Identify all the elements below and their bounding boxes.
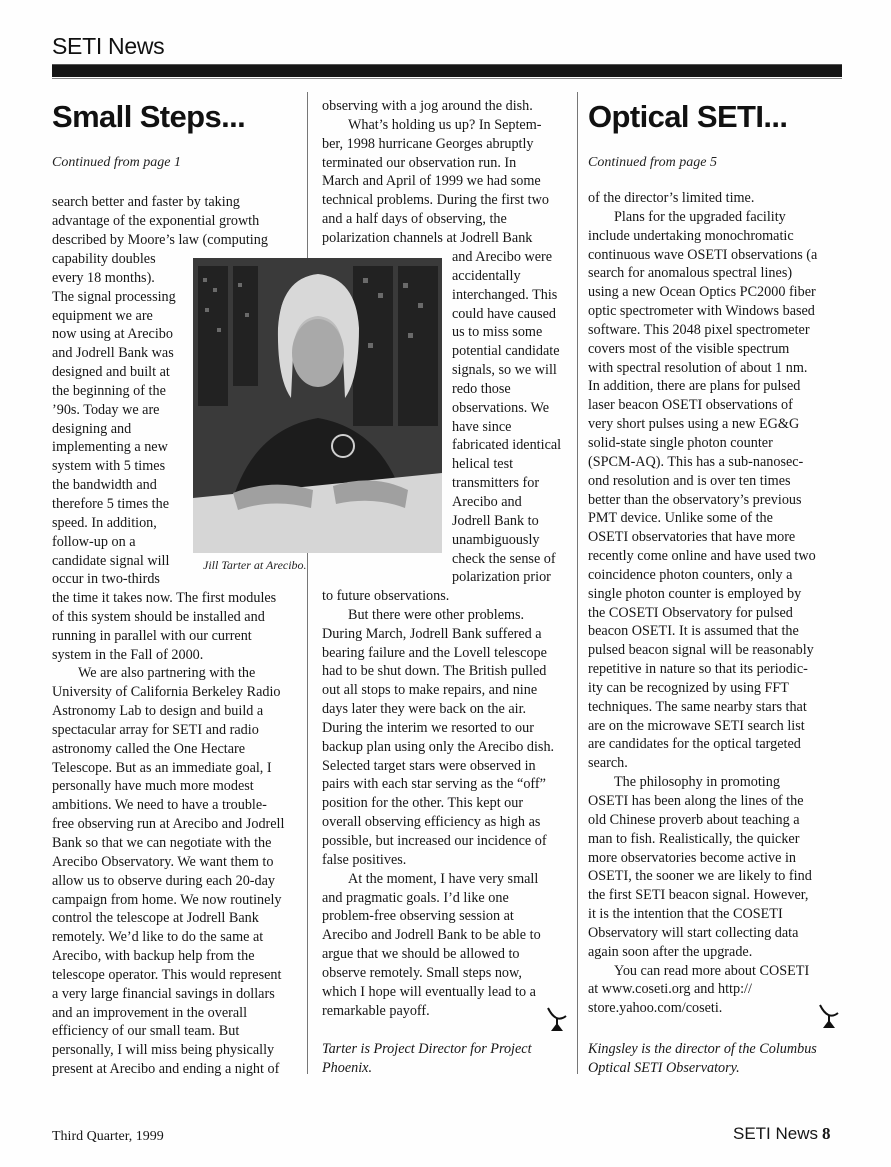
text-line: overall observing efficiency as high as [322, 814, 541, 831]
text-line: system with 5 times [52, 458, 166, 475]
right-headline: Optical SETI... [588, 99, 788, 134]
tarter-photo [193, 258, 442, 553]
left-headline: Small Steps... [52, 99, 246, 134]
text-line: observing with a jog around the dish. [322, 98, 533, 114]
text-line: telescope operator. This would represent [52, 966, 282, 983]
text-line: We are also partnering with the [78, 665, 256, 682]
text-line: and pragmatic goals. I’d like one [322, 889, 509, 906]
dish-icon [818, 1003, 840, 1029]
text-line: Jodrell Bank to [452, 512, 539, 529]
column-divider-left [307, 92, 308, 1074]
text-line: with spectral resolution of about 1 nm. [588, 359, 808, 376]
text-line: But there were other problems. [348, 606, 525, 623]
text-line: could have caused [452, 305, 556, 322]
text-line: man to fish. Realistically, the quicker [588, 830, 800, 847]
header-rule [52, 64, 842, 77]
text-line: transmitters for [452, 475, 540, 492]
text-line: efficiency of our small team. But [52, 1023, 240, 1040]
text-line: laser beacon OSETI observations of [588, 397, 793, 414]
text-line: present at Arecibo and ending a night of [52, 1061, 280, 1078]
text-line: designed and built at [52, 364, 170, 381]
text-line: described by Moore’s law (computing [52, 231, 268, 248]
text-line: at www.coseti.org and http:// [588, 981, 752, 998]
text-line: allow us to observe during each 20-day [52, 872, 275, 889]
text-line: equipment we are [52, 307, 153, 324]
text-line: ambitions. We need to have a trouble- [52, 797, 267, 814]
text-line: personally have much more modest [52, 778, 254, 795]
text-line: fabricated identical [452, 437, 562, 454]
text-line: of the director’s limited time. [588, 190, 755, 206]
text-line: Tarter is Project Director for Project [322, 1041, 532, 1057]
text-line: every 18 months). [52, 269, 155, 286]
text-line: had to be shut down. The British pulled [322, 663, 547, 680]
text-line: ond resolution and is over ten times [588, 472, 791, 489]
text-line: pairs with each star serving as the “off” [322, 776, 546, 793]
text-line: astronomy called the One Hectare [52, 740, 246, 757]
text-line: optic spectrometer with Windows based [588, 303, 815, 320]
text-line: have since [452, 418, 512, 435]
text-line: include undertaking monochromatic [588, 227, 794, 244]
text-line: potential candidate [452, 343, 560, 360]
text-line: What’s holding us up? In Septem- [348, 116, 542, 133]
text-line: solid-state single photon counter [588, 434, 773, 451]
text-line: and a half days of observing, the [322, 211, 507, 228]
text-line: coincidence photon counters, only a [588, 566, 793, 583]
text-line: system in the Fall of 2000. [52, 646, 204, 663]
text-line: March and April of 1999 we had some [322, 173, 541, 190]
text-line: follow-up on a [52, 533, 136, 550]
text-line: bearing failure and the Lovell telescope [322, 644, 547, 661]
right-continued-note: Continued from page 5 [588, 155, 717, 170]
text-line: remotely. We’d like to do the same at [52, 929, 264, 946]
left-column-1-top [52, 193, 268, 250]
text-line: now using at Arecibo [52, 326, 173, 343]
text-line: check the sense of [452, 550, 556, 567]
text-line: accidentally [452, 267, 521, 284]
text-line: Observatory will start collecting data [588, 924, 799, 941]
text-line: observations. We [452, 399, 550, 416]
text-line: single photon counter is employed by [588, 585, 802, 602]
header-rule-thin [52, 78, 842, 79]
text-line: repetitive in nature so that its periodic- [588, 661, 808, 678]
text-line: backup plan using only the Arecibo dish. [322, 738, 555, 755]
text-line: polarization prior [452, 569, 551, 586]
text-line: advantage of the exponential growth [52, 212, 260, 229]
left-column-2-top [322, 97, 549, 248]
text-line: the beginning of the [52, 382, 166, 399]
text-line: Optical SETI Observatory. [588, 1059, 740, 1076]
text-line: candidate signal will [52, 552, 170, 569]
text-line: During March, Jodrell Bank suffered a [322, 625, 542, 642]
photo-caption: Jill Tarter at Arecibo. [203, 558, 307, 572]
text-line: You can read more about COSETI [614, 962, 810, 979]
text-line: campaign from home. We now routinely [52, 891, 282, 908]
right-bio [588, 1040, 817, 1078]
text-line: OSETI, the sooner we are likely to find [588, 868, 812, 885]
text-line: spectacular array for SETI and radio [52, 721, 259, 738]
text-line: search for anomalous spectral lines) [588, 265, 793, 282]
text-line: ity can be recognized by using FFT [588, 679, 789, 696]
footer-label: SETI News [733, 1124, 819, 1143]
left-column-1-wrap [52, 250, 176, 589]
text-line: covers most of the visible spectrum [588, 340, 790, 357]
text-line: search. [588, 755, 628, 772]
text-line: During the interim we resorted to our [322, 719, 534, 736]
text-line: position for the other. This kept our [322, 795, 524, 812]
text-line: store.yahoo.com/coseti. [588, 1000, 723, 1017]
masthead: SETI News [52, 33, 165, 59]
text-line: Phoenix. [322, 1059, 373, 1076]
text-line: redo those [452, 380, 511, 397]
left-column-1-bottom [52, 589, 284, 1079]
text-line: Bank so that we can negotiate with the [52, 834, 272, 851]
text-line: the bandwidth and [52, 477, 157, 494]
text-line: Selected target stars were observed in [322, 757, 536, 774]
text-line: polarization channels at Jodrell Bank [322, 229, 533, 246]
left-continued-note: Continued from page 1 [52, 155, 181, 170]
text-line: and an improvement in the overall [52, 1004, 248, 1021]
text-line: (SPCM-AQ). This has a sub-nanosec- [588, 453, 804, 470]
text-line: OSETI observatories that have more [588, 529, 796, 546]
left-column-2-wrap [452, 248, 561, 587]
text-line: interchanged. This [452, 286, 558, 303]
text-line: University of California Berkeley Radio [52, 684, 281, 701]
text-line: The philosophy in promoting [614, 774, 780, 791]
text-line: observe remotely. Small steps now, [322, 964, 522, 981]
text-line: again soon after the upgrade. [588, 943, 753, 960]
text-line: techniques. The same nearby stars that [588, 698, 807, 715]
text-line: very short pulses using a new EG&G [588, 416, 800, 433]
text-line: old Chinese proverb about teaching a [588, 811, 800, 828]
text-line: and Jodrell Bank was [52, 345, 174, 362]
text-line: Kingsley is the director of the Columbus [588, 1041, 817, 1057]
text-line: remarkable payoff. [322, 1002, 430, 1019]
text-line: out all stops to make repairs, and nine [322, 682, 538, 699]
text-line: ’90s. Today we are [52, 401, 160, 418]
text-line: it is the intention that the COSETI [588, 906, 783, 923]
text-line: search better and faster by taking [52, 194, 240, 210]
text-line: us to miss some [452, 324, 543, 341]
text-line: ber, 1998 hurricane Georges abruptly [322, 135, 534, 152]
text-line: are on the microwave SETI search list [588, 717, 805, 734]
text-line: recently come online and have used two [588, 548, 816, 565]
text-line: Arecibo Observatory. We want them to [52, 853, 274, 870]
text-line: control the telescope at Jodrell Bank [52, 910, 259, 927]
footer-date: Third Quarter, 1999 [52, 1129, 164, 1144]
text-line: Telescope. But as an immediate goal, I [52, 759, 272, 776]
text-line: At the moment, I have very small [348, 870, 539, 887]
text-line: terminated our observation run. In [322, 154, 517, 171]
text-line: occur in two-thirds [52, 571, 160, 588]
text-line: better than the observatory’s previous [588, 491, 802, 508]
text-line: designing and [52, 420, 132, 437]
left-bio [322, 1040, 532, 1078]
text-line: argue that we should be allowed to [322, 946, 520, 963]
text-line: to future observations. [322, 588, 450, 604]
text-line: implementing a new [52, 439, 168, 456]
text-line: the COSETI Observatory for pulsed [588, 604, 793, 621]
text-line: PMT device. Unlike some of the [588, 510, 773, 527]
text-line: The signal processing [52, 288, 176, 305]
dish-icon [546, 1006, 568, 1032]
text-line: Astronomy Lab to design and build a [52, 703, 264, 720]
text-line: continuous wave OSETI observations (a [588, 246, 818, 263]
text-line: the time it takes now. The first modules [52, 590, 277, 606]
right-column [588, 189, 817, 1018]
text-line: are candidates for the optical targeted [588, 736, 801, 753]
page-number: 8 [822, 1124, 831, 1143]
text-line: which I hope will eventually lead to a [322, 983, 536, 1000]
text-line: helical test [452, 456, 514, 473]
text-line: a very large financial savings in dollars [52, 985, 275, 1002]
text-line: free observing run at Arecibo and Jodrell [52, 816, 285, 833]
text-line: Arecibo and Jodrell Bank to be able to [322, 927, 541, 944]
text-line: beacon OSETI. It is assumed that the [588, 623, 799, 640]
text-line: capability doubles [52, 251, 156, 267]
text-line: signals, so we will [452, 362, 557, 379]
text-line: Arecibo and [452, 493, 522, 510]
text-line: pulsed beacon signal will be reasonably [588, 642, 814, 659]
text-line: therefore 5 times the [52, 495, 169, 512]
text-line: technical problems. During the first two [322, 192, 549, 209]
text-line: personally, I will miss being physically [52, 1042, 275, 1059]
left-column-2-bottom [322, 587, 554, 1020]
text-line: running in parallel with our current [52, 627, 252, 644]
text-line: false positives. [322, 851, 407, 868]
footer-page [733, 1124, 831, 1144]
text-line: speed. In addition, [52, 514, 157, 531]
text-line: OSETI has been along the lines of the [588, 793, 804, 809]
text-line: Arecibo, with backup help from the [52, 948, 255, 965]
text-line: the first SETI beacon signal. However, [588, 887, 809, 904]
text-line: more observatories become active in [588, 849, 796, 866]
text-line: of this system should be installed and [52, 608, 265, 625]
text-line: Plans for the upgraded facility [614, 208, 786, 225]
text-line: possible, but increased our incidence of [322, 832, 547, 849]
text-line: days later they were back on the air. [322, 701, 527, 718]
column-divider-right [577, 92, 578, 1074]
text-line: problem-free observing session at [322, 908, 514, 925]
text-line: software. This 2048 pixel spectrometer [588, 321, 810, 338]
text-line: and Arecibo were [452, 249, 553, 265]
text-line: unambiguously [452, 531, 540, 548]
text-line: using a new Ocean Optics PC2000 fiber [588, 284, 816, 301]
text-line: In addition, there are plans for pulsed [588, 378, 801, 395]
